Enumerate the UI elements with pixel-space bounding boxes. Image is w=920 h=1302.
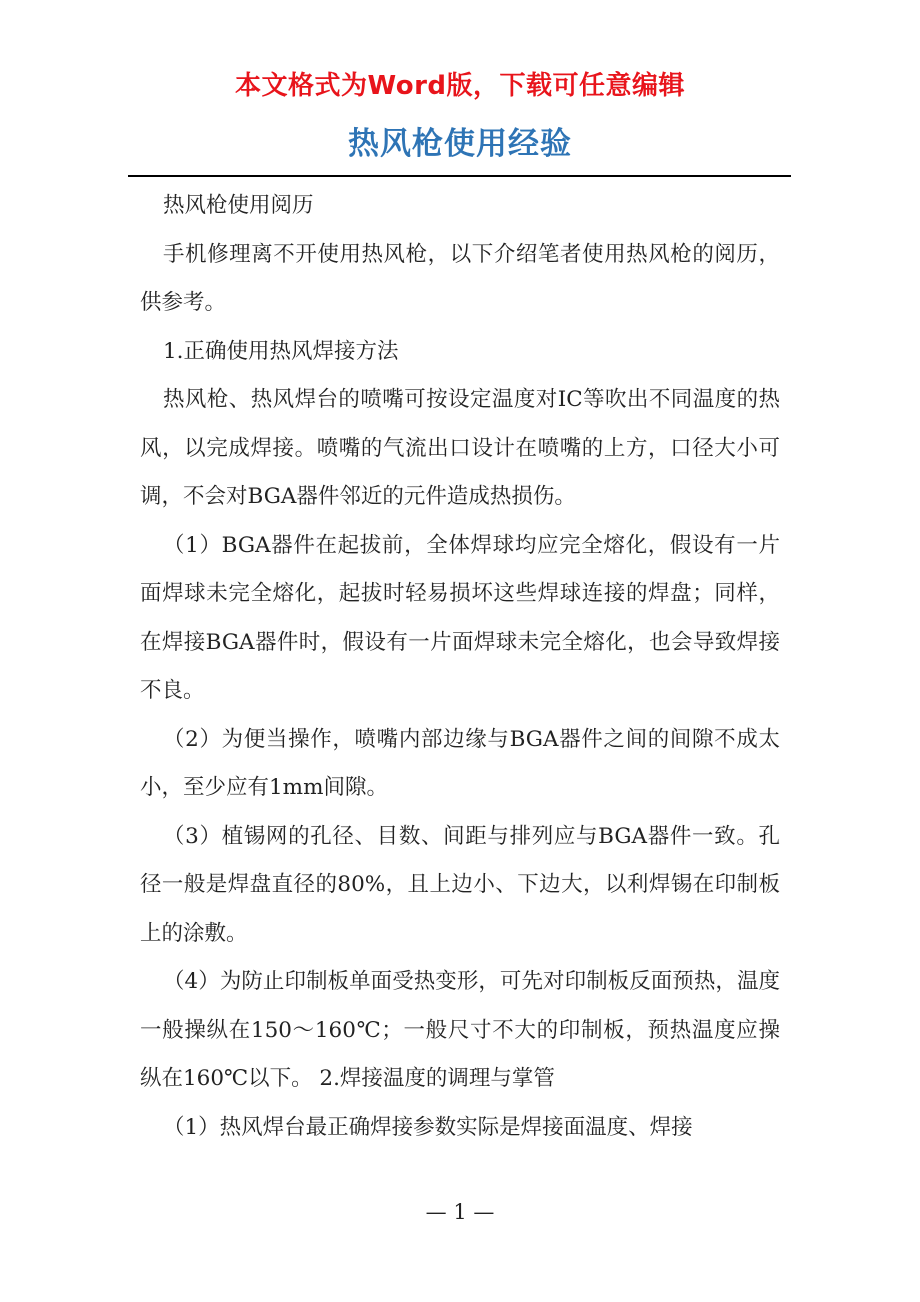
paragraph-item-2: （2）为便当操作，喷嘴内部边缘与BGA器件之间的间隙不成太小，至少应有1mm间隙。 (140, 726, 780, 800)
paragraph-item-4: （4）为防止印制板单面受热变形，可先对印制板反面预热，温度一般操纵在150～160℃；一般尺寸不大的印制板，预热温度应操纵在160℃以下。 2.焊接温度的调理与掌管 (140, 969, 780, 1091)
paragraph-item-3: （3）植锡网的孔径、目数、间距与排列应与BGA器件一致。孔径一般是焊盘直径的80%，且上边小、下边大，以利焊锡在印制板上的涂敷。 (140, 823, 780, 946)
paragraph-temp-item-1: （1）热风焊台最正确焊接参数实际是焊接面温度、焊接 (163, 1114, 693, 1140)
paragraph-intro: 手机修理离不开使用热风枪，以下介绍笔者使用热风枪的阅历，供参考。 (140, 241, 780, 315)
document-body (140, 182, 780, 1152)
paragraph-nozzle: 热风枪、热风焊台的喷嘴可按设定温度对IC等吹出不同温度的热风，以完成焊接。喷嘴的气流出口设计在喷嘴的上方，口径大小可调，不会对BGA器件邻近的元件造成热损伤。 (140, 387, 780, 509)
paragraph-subtitle: 热风枪使用阅历 (163, 193, 314, 218)
paragraph-item-1: （1）BGA器件在起拔前，全体焊球均应完全熔化，假设有一片面焊球未完全熔化，起拔时轻易损坏这些焊球连接的焊盘；同样，在焊接BGA器件时，假设有一片面焊球未完全熔化，也会导致焊接不良。 (140, 532, 780, 703)
document-title: 热风枪使用经验 (348, 126, 572, 162)
section-heading-1: 1.正确使用热风焊接方法 (163, 338, 399, 364)
title-divider (128, 175, 791, 177)
page-number: — 1 — (425, 1200, 495, 1224)
format-notice: 本文格式为Word版，下载可任意编辑 (234, 71, 686, 101)
